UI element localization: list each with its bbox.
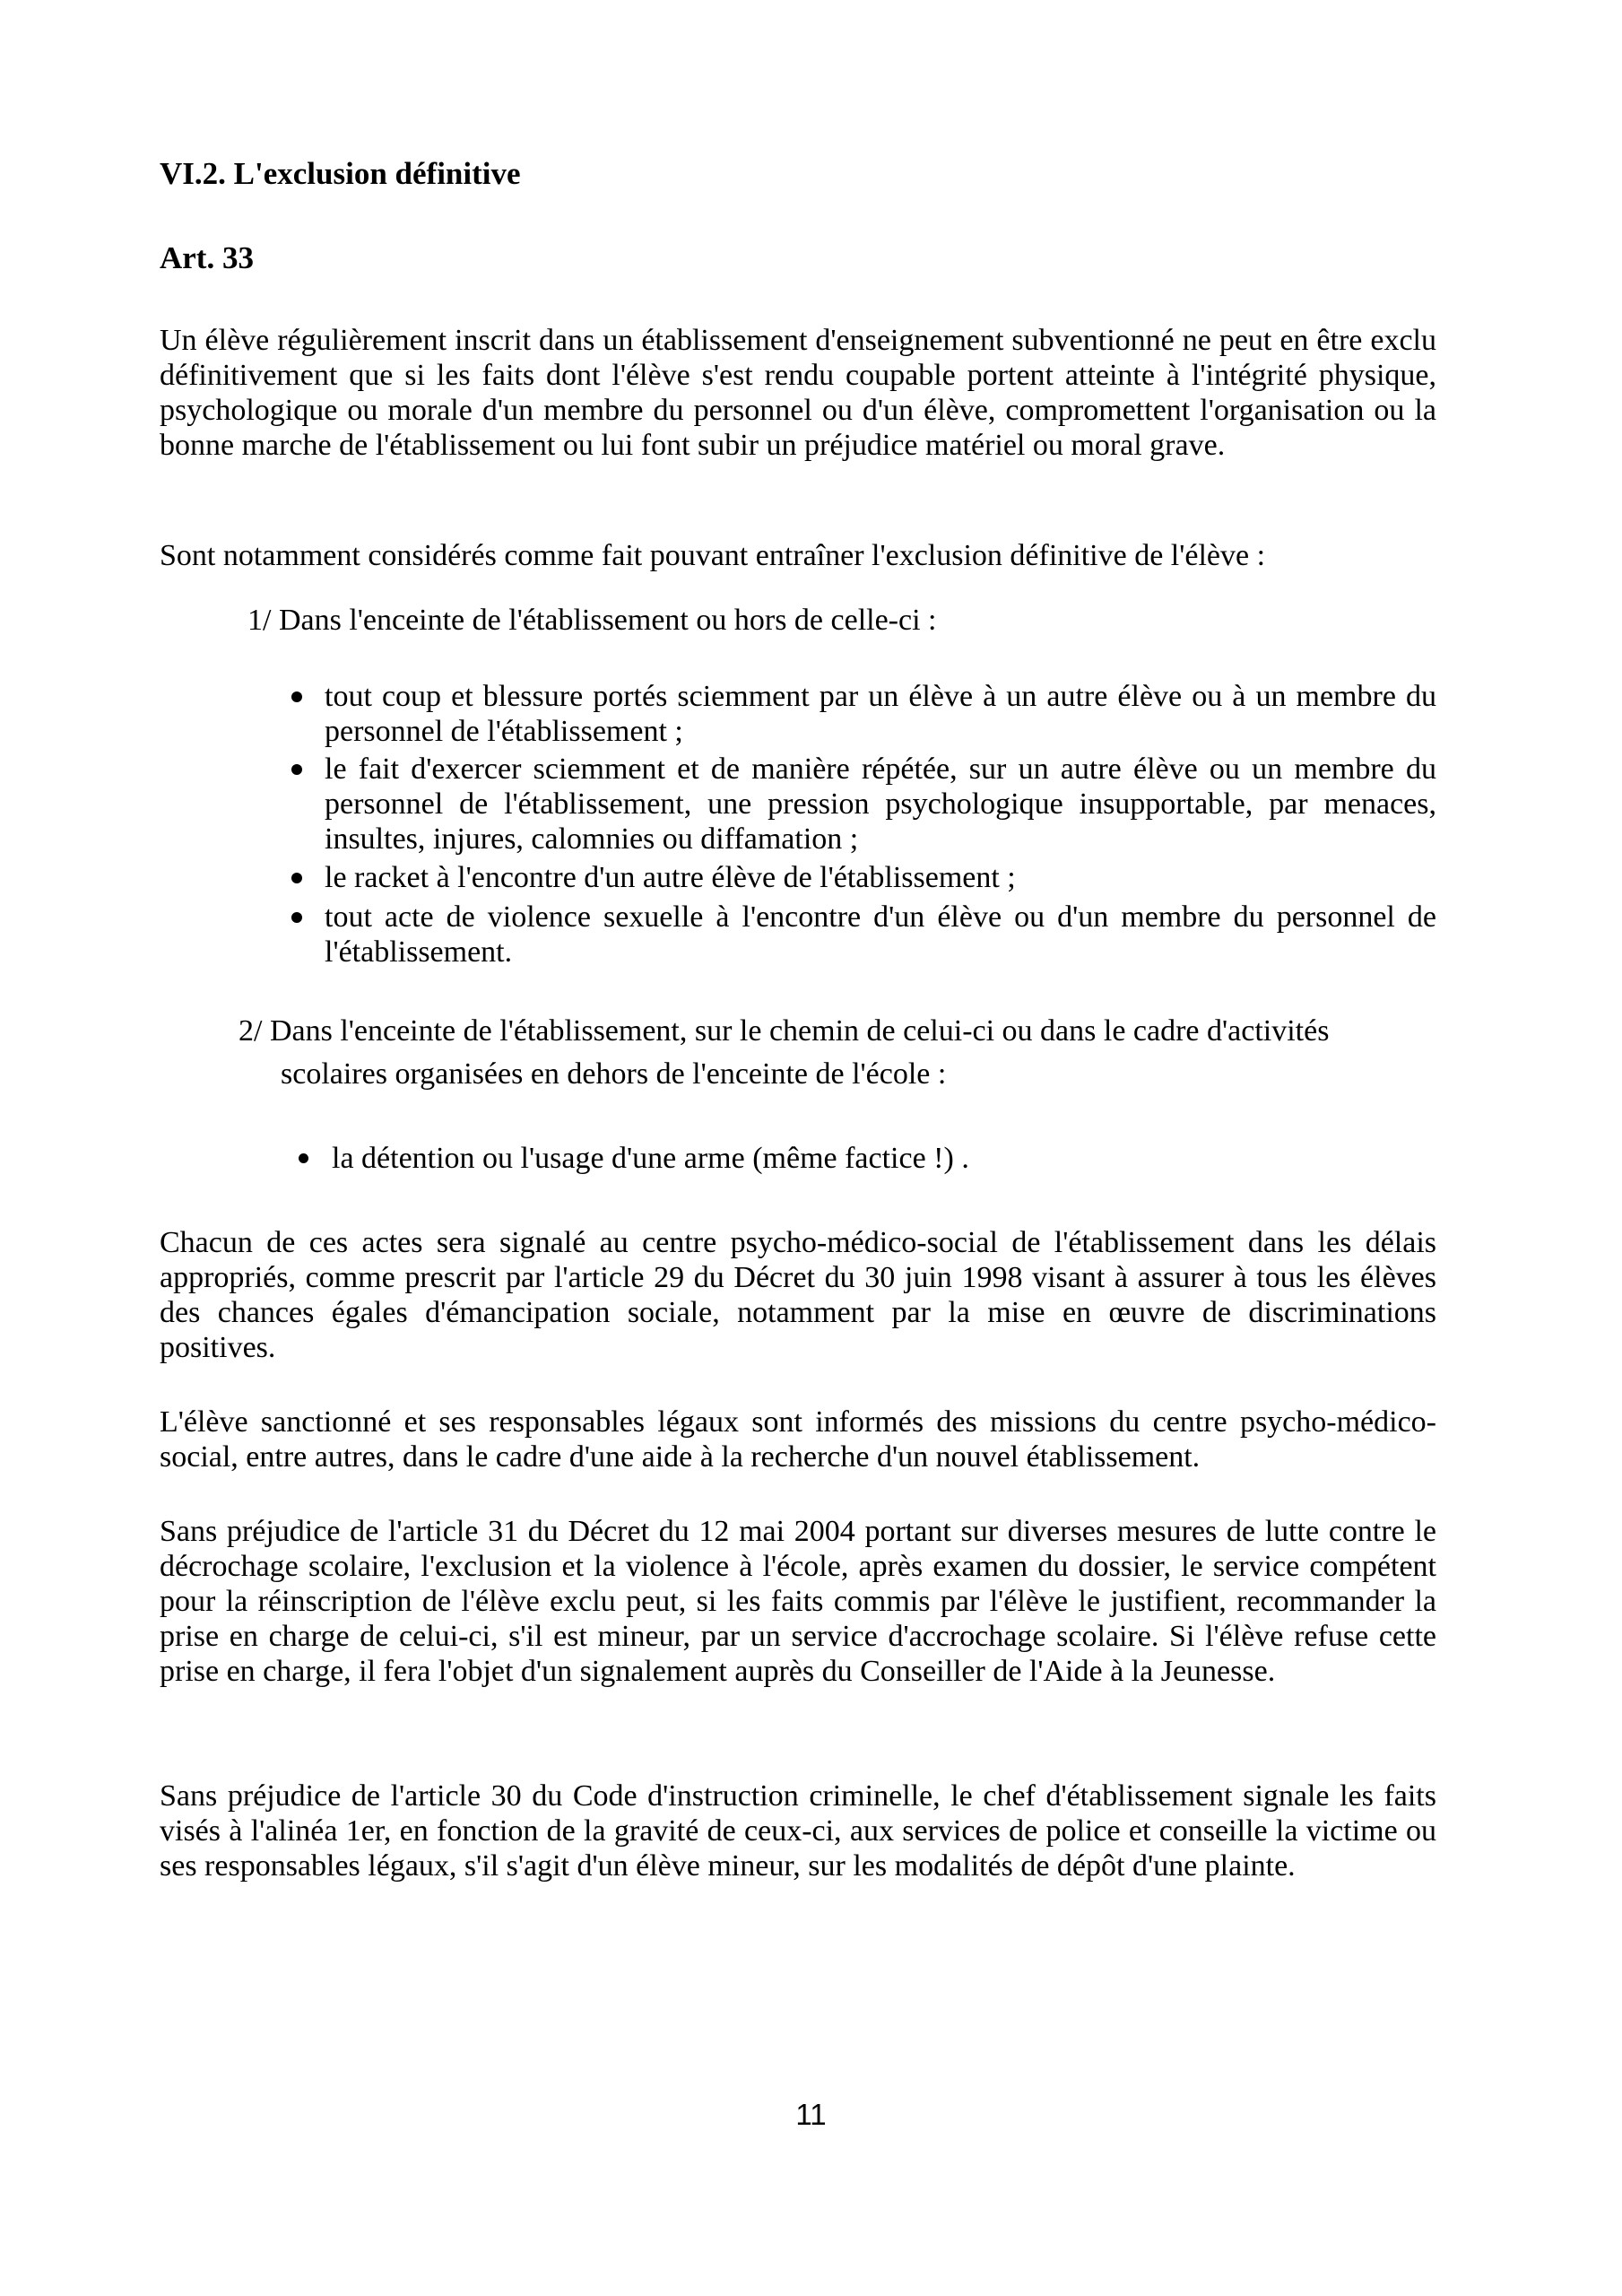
bullet-icon xyxy=(291,912,302,923)
article-title: Art. 33 xyxy=(160,240,254,275)
paragraph-eligibility: Un élève régulièrement inscrit dans un établissement d'enseignement subventionné ne peut en être exclu définitivement que si les faits dont l'élève s'est rendu coupable portent atteinte à l'intégrité physique, psychologique ou morale d'un membre du personnel ou d'un élève, compromettent l'organisation ou la bonne marche de l'établissement ou lui font subir un préjudice matériel ou moral grave. xyxy=(160,324,1436,462)
list-item: le racket à l'encontre d'un autre élève de l'établissement ; xyxy=(291,860,1436,895)
point1-list xyxy=(291,679,1436,970)
bullet-icon xyxy=(299,1153,308,1163)
paragraph-police-report: Sans préjudice de l'article 30 du Code d'instruction criminelle, le chef d'établissement signale les faits visés à l'alinéa 1er, en fonction de la gravité de ceux-ci, aux services de police et conseille la victime ou ses responsables légaux, s'il s'agit d'un élève mineur, sur les modalités de dépôt d'une plainte. xyxy=(160,1779,1436,1883)
point2-list xyxy=(299,1141,1436,1176)
paragraph-reinscription: Sans préjudice de l'article 31 du Décret du 12 mai 2004 portant sur diverses mesures de lutte contre le décrochage scolaire, l'exclusion et la violence à l'école, après examen du dossier, le service compétent pour la réinscription de l'élève exclu peut, si les faits commis par l'élève le justifient, recommander la prise en charge de celui-ci, s'il est mineur, par un service d'accrochage scolaire. Si l'élève refuse cette prise en charge, il fera l'objet d'un signalement auprès du Conseiller de l'Aide à la Jeunesse. xyxy=(160,1515,1436,1688)
paragraph-pms-missions: L'élève sanctionné et ses responsables légaux sont informés des missions du centre psycho-médico-social, entre autres, dans le cadre d'une aide à la recherche d'un nouvel établissement. xyxy=(160,1405,1436,1474)
bullet-icon xyxy=(291,764,302,775)
bullet-icon xyxy=(291,873,302,883)
bullet-icon xyxy=(291,691,302,702)
section-title: VI.2. L'exclusion définitive xyxy=(160,156,521,191)
list-item: la détention ou l'usage d'une arme (même factice !) . xyxy=(299,1141,1436,1176)
list-item: tout acte de violence sexuelle à l'encontre d'un élève ou d'un membre du personnel de l'établissement. xyxy=(291,900,1436,970)
point2-heading-line1: 2/ Dans l'enceinte de l'établissement, sur le chemin de celui-ci ou dans le cadre d'activités xyxy=(239,1014,1330,1048)
page-number: 11 xyxy=(795,2098,827,2131)
point1-heading: 1/ Dans l'enceinte de l'établissement ou hors de celle-ci : xyxy=(247,604,937,637)
paragraph-intro-list: Sont notamment considérés comme fait pouvant entraîner l'exclusion définitive de l'élève : xyxy=(160,539,1266,572)
point2-heading-line2: scolaires organisées en dehors de l'enceinte de l'école : xyxy=(281,1057,947,1091)
list-item: tout coup et blessure portés sciemment par un élève à un autre élève ou à un membre du personnel de l'établissement ; xyxy=(291,679,1436,749)
paragraph-pms-report: Chacun de ces actes sera signalé au centre psycho-médico-social de l'établissement dans les délais appropriés, comme prescrit par l'article 29 du Décret du 30 juin 1998 visant à assurer à tous les élèves des chances égales d'émancipation sociale, notamment par la mise en œuvre de discriminations positives. xyxy=(160,1226,1436,1364)
list-item: le fait d'exercer sciemment et de manière répétée, sur un autre élève ou un membre du personnel de l'établissement, une pression psychologique insupportable, par menaces, insultes, injures, calomnies ou diffamation ; xyxy=(291,752,1436,857)
